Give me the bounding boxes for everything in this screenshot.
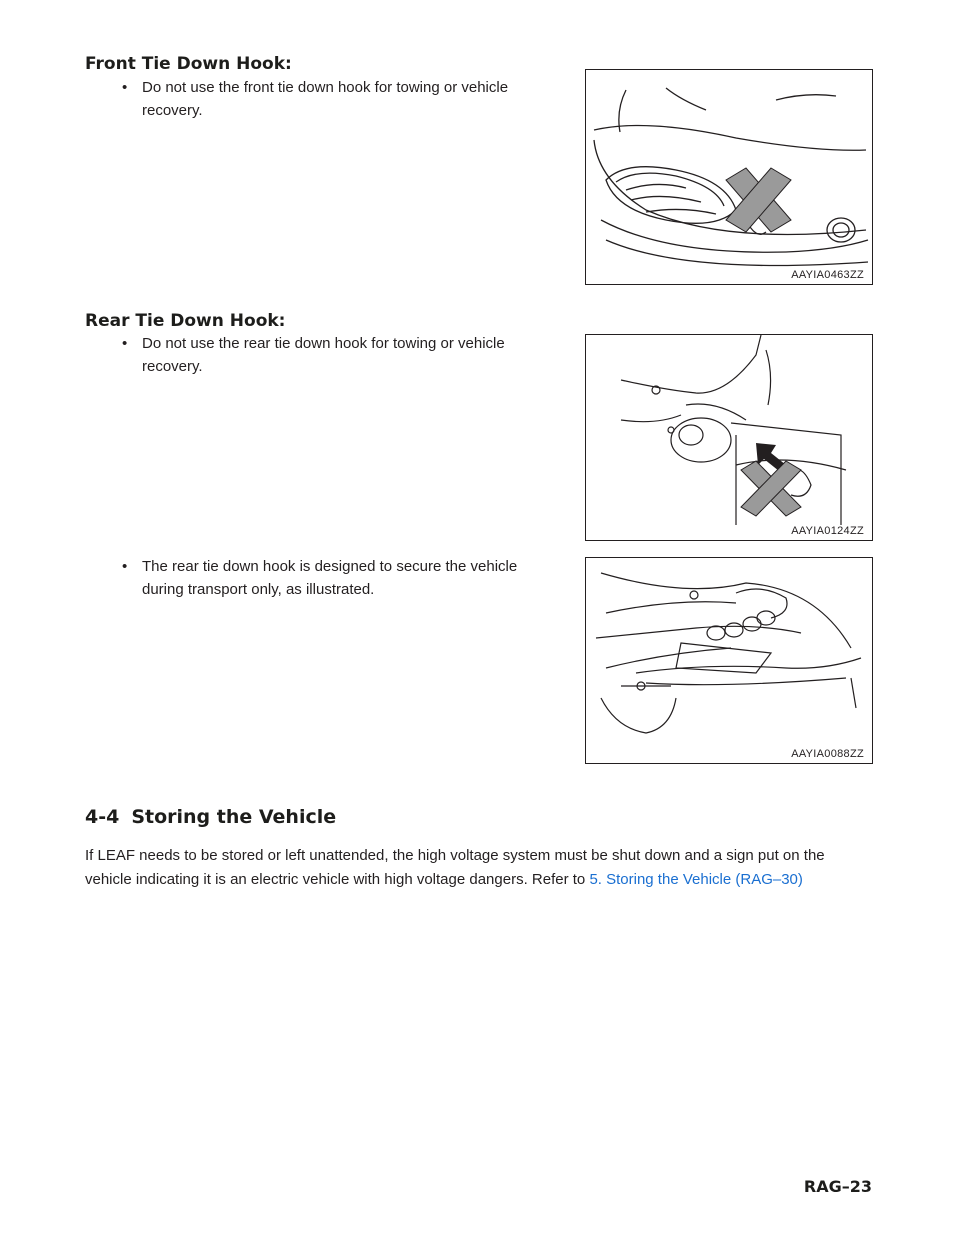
transport-tie-down-illustration <box>586 558 872 763</box>
front-hook-bullet <box>122 76 562 122</box>
rear-hook-bullet-text: Do not use the rear tie down hook for towing or vehicle recovery. <box>142 335 505 375</box>
page-number: RAG–23 <box>803 1177 872 1196</box>
rear-hook-bullet-2 <box>122 555 562 601</box>
rear-hook-bullet-text: The rear tie down hook is designed to secure the vehicle during transport only, as illustrated. <box>142 558 518 598</box>
front-hook-heading: Front Tie Down Hook: <box>85 54 292 74</box>
figure-code: AAYIA0124ZZ <box>791 525 864 537</box>
section-number: 4-4 <box>85 806 120 828</box>
storing-vehicle-link[interactable]: 5. Storing the Vehicle (RAG–30) <box>589 871 803 888</box>
front-hook-figure <box>585 69 873 285</box>
front-hook-bullet-text: Do not use the front tie down hook for towing or vehicle recovery. <box>142 79 509 119</box>
figure-code: AAYIA0088ZZ <box>791 748 864 760</box>
section-title <box>85 806 336 828</box>
rear-hook-figure <box>585 334 873 541</box>
rear-hook-bullet-1 <box>122 332 562 378</box>
prohibited-x-icon <box>726 168 791 232</box>
section-paragraph-text: If LEAF needs to be stored or left unattended, the high voltage system must be shut down and a sign put on the vehicle indicating it is an electric vehicle with high voltage dangers. Refer to <box>85 847 825 888</box>
front-bumper-illustration <box>586 70 872 284</box>
rear-hook-illustration <box>586 335 872 540</box>
section-paragraph <box>85 844 875 892</box>
prohibited-x-icon <box>741 461 801 516</box>
bullet-icon: • <box>122 335 128 352</box>
transport-tie-down-figure <box>585 557 873 764</box>
bullet-icon: • <box>122 558 128 575</box>
rear-hook-heading: Rear Tie Down Hook: <box>85 311 286 331</box>
figure-code: AAYIA0463ZZ <box>791 269 864 281</box>
bullet-icon: • <box>122 79 128 96</box>
section-title-text: Storing the Vehicle <box>131 806 337 828</box>
